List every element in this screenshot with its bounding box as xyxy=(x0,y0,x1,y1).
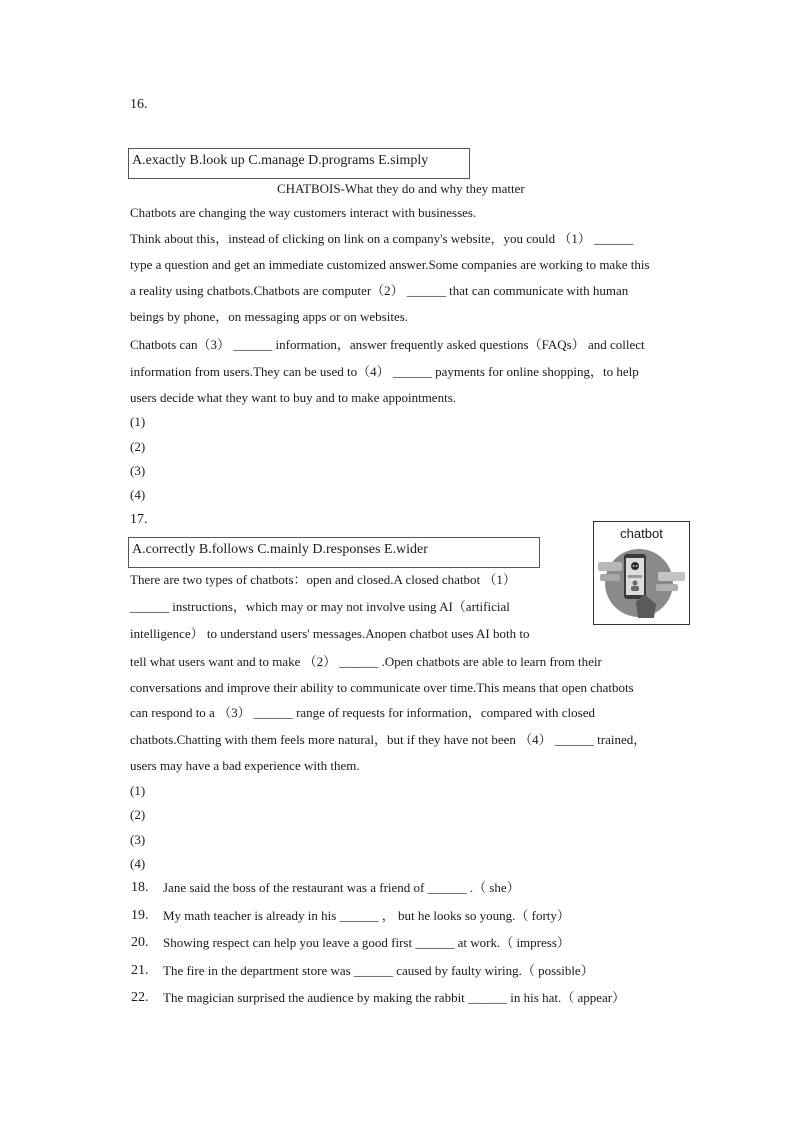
passage-line: chatbots.Chatting with them feels more natural，but if they have not been （4） ______ trained， xyxy=(130,732,647,747)
passage-line: Think about this，instead of clicking on link on a company's website，you could （1） ______ xyxy=(130,231,634,246)
passage-line: type a question and get an immediate customized answer.Some companies are working to make this xyxy=(130,257,650,272)
passage-line: users decide what they want to buy and to make appointments. xyxy=(130,390,457,405)
chatbot-image xyxy=(593,521,690,625)
passage-line: Chatbots are changing the way customers interact with businesses. xyxy=(130,205,477,220)
passage-line: beings by phone，on messaging apps or on websites. xyxy=(130,309,409,324)
answer-line-1: (1) xyxy=(130,414,146,429)
options-box-17: A.correctly B.follows C.mainly D.responses E.wider xyxy=(128,537,540,568)
passage-line: Chatbots can（3） ______ information，answer frequently asked questions（FAQs） and collect xyxy=(130,337,645,352)
answer-line-4: (4) xyxy=(130,487,146,502)
passage-line: users may have a bad experience with them. xyxy=(130,758,360,773)
sentence-22: The magician surprised the audience by making the rabbit ______ in his hat.（ appear） xyxy=(163,990,626,1005)
question-number-16: 16. xyxy=(130,97,148,112)
answer-line-1: (1) xyxy=(130,783,146,798)
sentence-21: The fire in the department store was ______ caused by faulty wiring.（ possible） xyxy=(163,963,594,978)
sentence-18: Jane said the boss of the restaurant was a friend of ______ .（ she） xyxy=(163,880,520,895)
chatbot-image-label: chatbot xyxy=(620,526,663,541)
sentence-19: My math teacher is already in his ______ ， but he looks so young.（ forty） xyxy=(163,908,570,923)
question-number-20: 20. xyxy=(131,935,149,950)
answer-line-3: (3) xyxy=(130,832,146,847)
passage-line: There are two types of chatbots：open and closed.A closed chatbot （1） xyxy=(130,572,516,587)
answer-line-4: (4) xyxy=(130,856,146,871)
passage-line: ______ instructions，which may or may not involve using AI（artificial xyxy=(130,599,510,614)
passage-line: a reality using chatbots.Chatbots are computer（2） ______ that can communicate with human xyxy=(130,283,629,298)
answer-line-2: (2) xyxy=(130,439,146,454)
sentence-20: Showing respect can help you leave a good first ______ at work.（ impress） xyxy=(163,935,570,950)
question-number-22: 22. xyxy=(131,990,149,1005)
options-box-16: A.exactly B.look up C.manage D.programs E.simply xyxy=(128,148,470,179)
passage-line: conversations and improve their ability to communicate over time.This means that open chatbots xyxy=(130,680,634,695)
question-number-19: 19. xyxy=(131,908,149,923)
passage-line: tell what users want and to make （2） ______ .Open chatbots are able to learn from their xyxy=(130,654,602,669)
answer-line-2: (2) xyxy=(130,807,146,822)
passage-title-16: CHATBOIS-What they do and why they matter xyxy=(277,181,525,196)
passage-line: can respond to a （3） ______ range of requests for information，compared with closed xyxy=(130,705,595,720)
chatbot-illustration xyxy=(594,522,689,624)
question-number-18: 18. xyxy=(131,880,149,895)
answer-line-3: (3) xyxy=(130,463,146,478)
passage-line: intelligence） to understand users' messages.Anopen chatbot uses AI both to xyxy=(130,626,530,641)
question-number-17: 17. xyxy=(130,512,148,527)
passage-line: information from users.They can be used to（4） ______ payments for online shopping，to help xyxy=(130,364,639,379)
question-number-21: 21. xyxy=(131,963,149,978)
